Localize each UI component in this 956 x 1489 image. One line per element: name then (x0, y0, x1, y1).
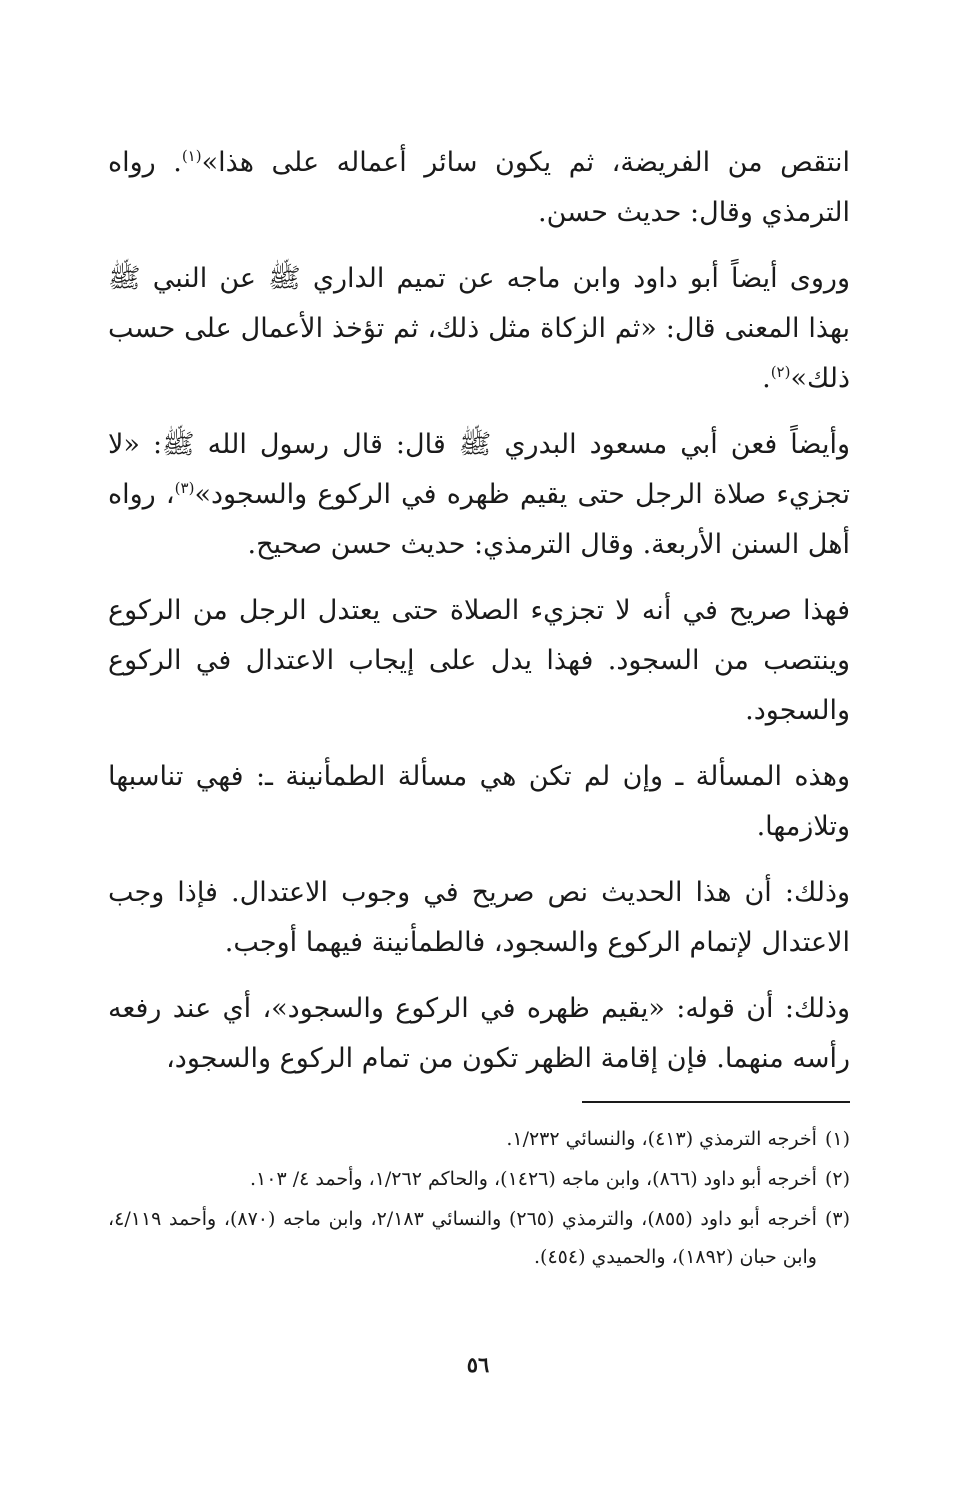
paragraph-3 (108, 420, 850, 570)
paragraph-text: وذلك: أن قوله: «يقيم ظهره في الركوع والسجود»، أي عند رفعه رأسه منهما. فإن إقامة الظهر تكون من تمام الركوع والسجود، (108, 993, 850, 1074)
paragraph-text: وروى أيضاً أبو داود وابن ماجه عن تميم الداري ﷺ عن النبي ﷺ بهذا المعنى قال: «ثم الزكاة مثل ذلك، ثم تؤخذ الأعمال على حسب ذلك» (108, 263, 850, 394)
footnote-number: (٣) (824, 1208, 850, 1230)
footnote-text: أخرجه أبو داود (٨٦٦)، وابن ماجه (١٤٢٦)، والحاكم ١/٢٦٢، وأحمد ٤/ ١٠٣. (249, 1168, 817, 1190)
paragraph-tail: . رواه الترمذي وقال: حديث حسن. (108, 147, 850, 228)
footnote-2 (108, 1160, 850, 1198)
footnote-ref-1: (١) (181, 147, 202, 165)
footnote-1 (108, 1120, 850, 1158)
paragraph-tail: . (762, 363, 771, 394)
footnote-ref-3: (٣) (174, 479, 195, 497)
footnote-separator (582, 1101, 850, 1103)
footnote-number: (٢) (824, 1168, 850, 1190)
paragraph-5 (108, 752, 850, 852)
footnote-ref-2: (٢) (770, 363, 791, 381)
paragraph-text: وهذه المسألة ـ وإن لم تكن هي مسألة الطمأنينة ـ: فهي تناسبها وتلازمها. (108, 761, 850, 842)
footnote-text: أخرجه الترمذي (٤١٣)، والنسائي ١/٢٣٢. (506, 1128, 817, 1150)
paragraph-4 (108, 586, 850, 736)
paragraph-7 (108, 984, 850, 1084)
paragraph-tail: ، رواه أهل السنن الأربعة. وقال الترمذي: حديث حسن صحيح. (108, 479, 850, 560)
footnote-3 (108, 1200, 850, 1276)
paragraph-text: انتقص من الفريضة، ثم يكون سائر أعماله على هذا» (201, 147, 850, 178)
footnote-text: أخرجه أبو داود (٨٥٥)، والترمذي (٢٦٥) والنسائي ٢/١٨٣، وابن ماجه (٨٧٠)، وأحمد ٤/١١٩، وابن حبان (١٨٩٢)، والحميدي (٤٥٤). (108, 1208, 817, 1268)
paragraph-6 (108, 868, 850, 968)
paragraph-text: فهذا صريح في أنه لا تجزيء الصلاة حتى يعتدل الرجل من الركوع وينتصب من السجود. فهذا يدل على إيجاب الاعتدال في الركوع والسجود. (108, 595, 850, 726)
paragraph-2 (108, 254, 850, 404)
footnotes (108, 1120, 850, 1278)
main-text (108, 138, 850, 1100)
footnote-number: (١) (824, 1128, 850, 1150)
paragraph-text: وذلك: أن هذا الحديث نص صريح في وجوب الاعتدال. فإذا وجب الاعتدال لإتمام الركوع والسجود، فالطمأنينة فيهما أوجب. (108, 877, 850, 958)
page-number: ٥٦ (466, 1352, 490, 1377)
paragraph-1 (108, 138, 850, 238)
paragraph-text: وأيضاً فعن أبي مسعود البدري ﷺ قال: قال رسول الله ﷺ: «لا تجزيء صلاة الرجل حتى يقيم ظهره في الركوع والسجود» (108, 429, 851, 510)
